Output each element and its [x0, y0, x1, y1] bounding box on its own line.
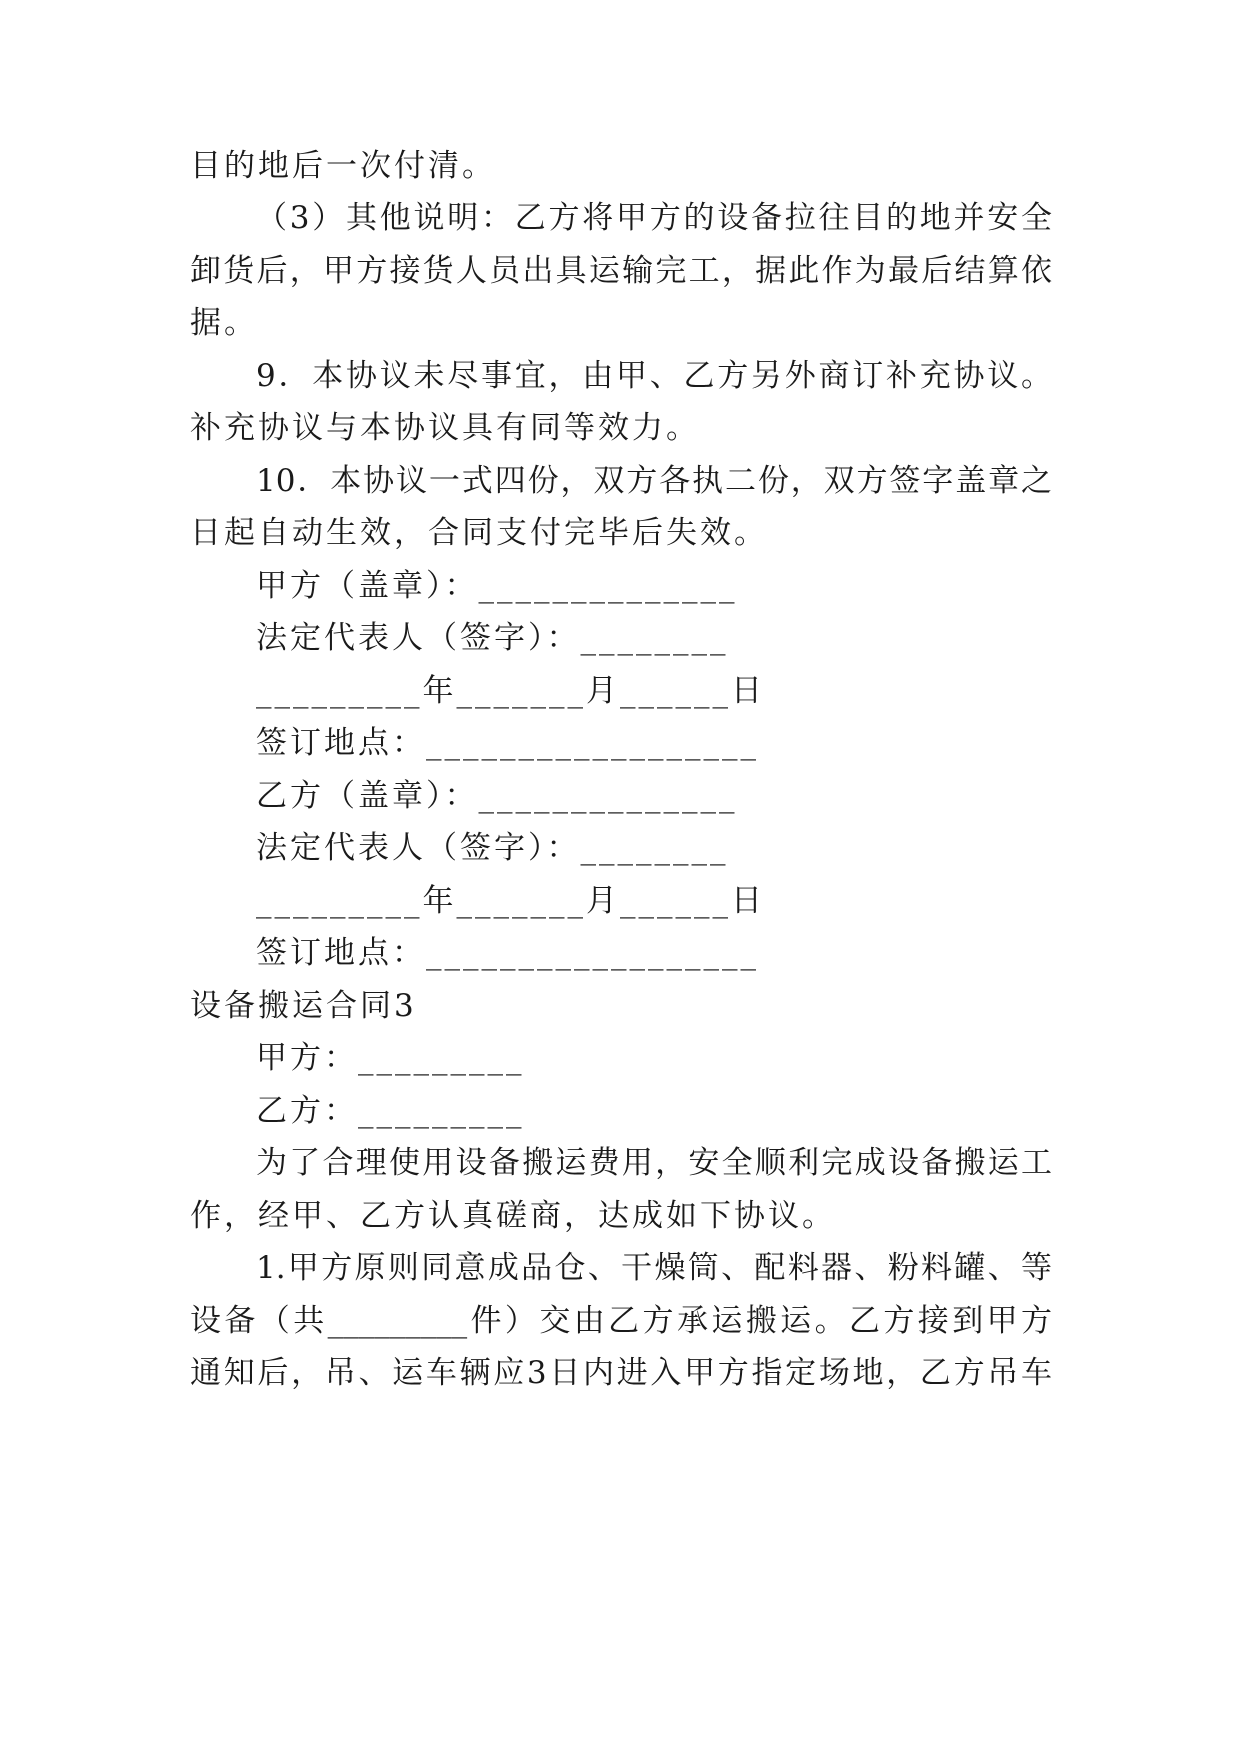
- text-line: 日起自动生效，合同支付完毕后失效。: [190, 515, 768, 551]
- text-line: 目的地后一次付清。: [190, 148, 496, 184]
- section-title: 设备搬运合同3: [190, 988, 417, 1024]
- party-a-seal-field: 甲方（盖章）：______________: [256, 568, 738, 604]
- text-line: 据。: [190, 305, 258, 341]
- party-b-date-field: _________年_______月______日: [256, 883, 765, 919]
- party-a-representative-field: 法定代表人（签字）：________: [256, 620, 729, 656]
- text-line: 10．本协议一式四份，双方各执二份，双方签字盖章之: [256, 463, 1052, 499]
- party-b-name-field: 乙方：_________: [256, 1093, 525, 1129]
- text-line: 9．本协议未尽事宜，由甲、乙方另外商订补充协议。: [256, 358, 1052, 394]
- party-a-name-field: 甲方：_________: [256, 1040, 525, 1076]
- party-a-location-field: 签订地点：__________________: [256, 725, 759, 761]
- party-b-seal-field: 乙方（盖章）：______________: [256, 778, 738, 814]
- text-line: 作，经甲、乙方认真磋商，达成如下协议。: [190, 1198, 836, 1234]
- text-line: 通知后，吊、运车辆应3日内进入甲方指定场地，乙方吊车: [190, 1355, 1052, 1391]
- text-line: （3）其他说明：乙方将甲方的设备拉往目的地并安全: [256, 200, 1052, 236]
- text-line: 设备（共_________件）交由乙方承运搬运。乙方接到甲方: [190, 1303, 1052, 1339]
- text-line: 补充协议与本协议具有同等效力。: [190, 410, 700, 446]
- text-line: 1.甲方原则同意成品仓、干燥筒、配料器、粉料罐、等: [256, 1250, 1052, 1286]
- party-b-representative-field: 法定代表人（签字）：________: [256, 830, 729, 866]
- text-line: 卸货后，甲方接货人员出具运输完工，据此作为最后结算依: [190, 253, 1052, 289]
- party-a-date-field: _________年_______月______日: [256, 673, 765, 709]
- text-line: 为了合理使用设备搬运费用，安全顺利完成设备搬运工: [256, 1145, 1052, 1181]
- party-b-location-field: 签订地点：__________________: [256, 935, 759, 971]
